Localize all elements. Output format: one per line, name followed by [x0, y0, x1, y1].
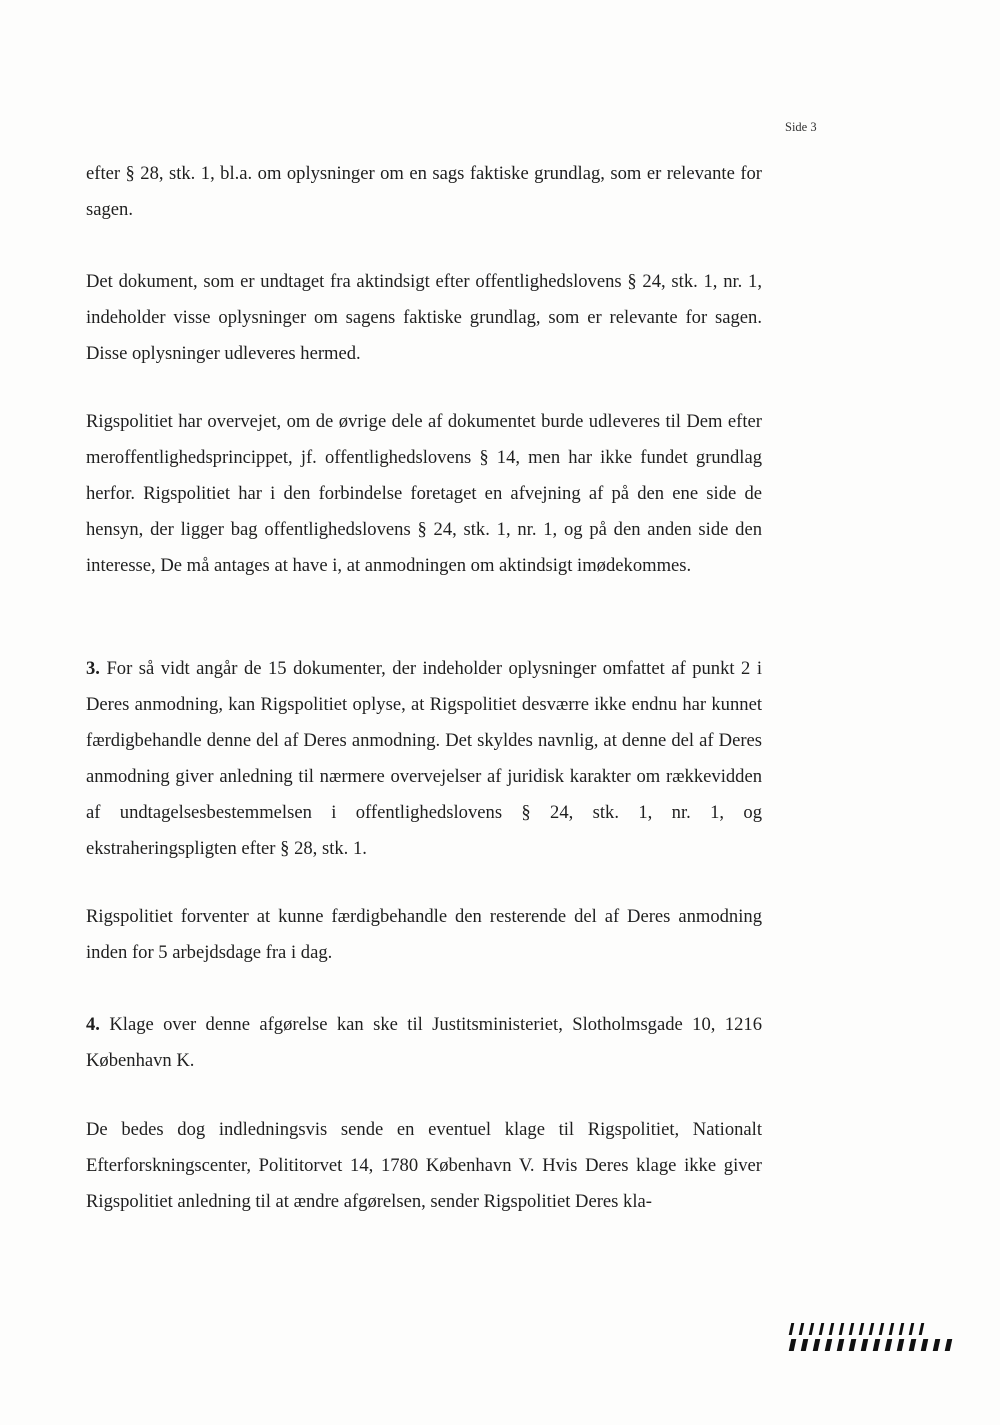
paragraph — [86, 156, 762, 228]
paragraph-text: Rigspolitiet forventer at kunne færdigbehandle den resterende del af Deres anmodning inden for 5 arbejdsdage fra i dag. — [86, 906, 762, 963]
paragraph-section-4 — [86, 1007, 762, 1079]
paragraph-text: Klage over denne afgørelse kan ske til Justitsministeriet, Slotholmsgade 10, 1216 København K. — [86, 1014, 762, 1071]
paragraph-section-3 — [86, 651, 762, 867]
paragraph-text: De bedes dog indledningsvis sende en eventuel klage til Rigspolitiet, Nationalt Efterforskningscenter, Polititorvet 14, 1780 København V. Hvis Deres klage ikke giver Rigspolitiet anledning til at ændre afgørelsen, sender Rigspolitiet Deres kla- — [86, 1119, 762, 1212]
section-number: 3. — [86, 658, 100, 679]
paragraph — [86, 1112, 762, 1220]
paragraph-text: Det dokument, som er undtaget fra aktindsigt efter offentlighedslovens § 24, stk. 1, nr. 1, indeholder visse oplysninger om sagens faktiske grundlag, som er relevante for sagen. Disse oplysninger udleveres hermed. — [86, 271, 762, 364]
section-number: 4. — [86, 1014, 100, 1035]
barcode-row-thin — [790, 1323, 951, 1335]
barcode-mark — [790, 1323, 951, 1351]
paragraph-text: efter § 28, stk. 1, bl.a. om oplysninger om en sags faktiske grundlag, som er relevante for sagen. — [86, 163, 762, 220]
paragraph — [86, 899, 762, 971]
paragraph — [86, 264, 762, 372]
paragraph-text: For så vidt angår de 15 dokumenter, der indeholder oplysninger omfattet af punkt 2 i Deres anmodning, kan Rigspolitiet oplyse, at Rigspolitiet desværre ikke endnu har kunnet færdigbehandle denne del af Deres anmodning. Det skyldes navnlig, at denne del af Deres anmodning giver anledning til nærmere overvejelser af juridisk karakter om rækkevidden af undtagelsesbestemmelsen i offentlighedslovens § 24, stk. 1, nr. 1, og ekstraheringspligten efter § 28, stk. 1. — [86, 658, 762, 859]
paragraph-text: Rigspolitiet har overvejet, om de øvrige dele af dokumentet burde udleveres til Dem efter meroffentlighedsprincippet, jf. offentlighedslovens § 14, men har ikke fundet grundlag herfor. Rigspolitiet har i den forbindelse foretaget en afvejning af på den ene side de hensyn, der ligger bag offentlighedslovens § 24, stk. 1, nr. 1, og på den anden side den interesse, De må antages at have i, at anmodningen om aktindsigt imødekommes. — [86, 411, 762, 576]
barcode-row-thick — [790, 1339, 951, 1351]
paragraph — [86, 404, 762, 584]
page-number: Side 3 — [785, 120, 817, 134]
